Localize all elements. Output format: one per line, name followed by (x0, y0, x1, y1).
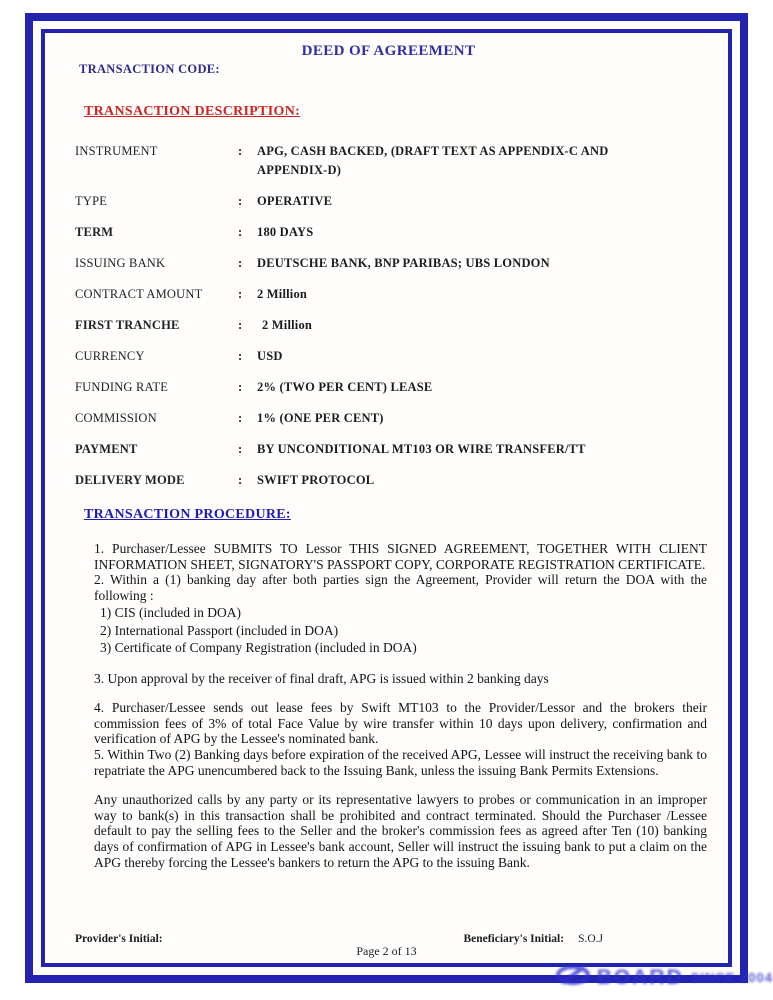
field-row-first-tranche (75, 316, 702, 335)
field-value: APG, CASH BACKED, (DRAFT TEXT AS APPENDIX-C AND APPENDIX-D) (257, 144, 609, 177)
procedure-subitem-2: 2) International Passport (included in DOA) (100, 622, 339, 638)
field-separator: : (238, 194, 243, 208)
field-label: FIRST TRANCHE (75, 318, 180, 332)
field-label: COMMISSION (75, 411, 157, 425)
field-row-instrument (75, 142, 702, 180)
field-label: INSTRUMENT (75, 144, 158, 158)
field-value: BY UNCONDITIONAL MT103 OR WIRE TRANSFER/TT (257, 442, 586, 456)
field-value: SWIFT PROTOCOL (257, 473, 375, 487)
field-row-contract-amount (75, 285, 702, 304)
procedure-heading: TRANSACTION PROCEDURE: (84, 507, 291, 522)
closing-paragraph: Any unauthorized calls by any party or its representative lawyers to probes or communication in an improper way to bank(s) in this transaction shall be prohibited and contract terminated. Should the Purchaser /Lessee default to pay the selling fees to the Seller and the broker's commission fees as agreed after Ten (10) banking days of confirmation of APG in Lessee's bank account, Seller will instruct the issuing bank to put a claim on the APG thereby forcing the Lessee's bankers to return the APG to the issuing Bank. (94, 792, 707, 870)
field-separator: : (238, 144, 243, 158)
field-separator: : (238, 442, 243, 456)
procedure-subitem-3: 3) Certificate of Company Registration (included in DOA) (100, 640, 417, 656)
field-row-term (75, 223, 702, 242)
procedure-paragraph-4: 4. Purchaser/Lessee sends out lease fees by Swift MT103 to the Provider/Lessor and the brokers their commission fees of 3% of total Face Value by wire transfer within 10 days upon delivery, confirmation and verification of APG by the Lessee's nominated bank. (94, 700, 707, 747)
field-label: TYPE (75, 194, 108, 208)
field-value: 2 Million (257, 287, 308, 301)
transaction-code-label: TRANSACTION CODE: (79, 62, 220, 76)
field-separator: : (238, 225, 243, 239)
beneficiary-initials: S.O.J (578, 933, 603, 945)
procedure-paragraph-1: 1. Purchaser/Lessee SUBMITS TO Lessor THIS SIGNED AGREEMENT, TOGETHER WITH CLIENT INFORMATION SHEET, SIGNATORY'S PASSPORT COPY, CORPORATE REGISTRATION CERTIFICATE. (94, 541, 707, 572)
field-label: CONTRACT AMOUNT (75, 287, 203, 301)
field-label: DELIVERY MODE (75, 473, 185, 487)
procedure-subitem-1: 1) CIS (included in DOA) (100, 605, 241, 621)
field-separator: : (238, 287, 243, 301)
inner-border (41, 29, 732, 967)
field-value: USD (257, 349, 283, 363)
document-content (45, 33, 728, 870)
field-value: DEUTSCHE BANK, BNP PARIBAS; UBS LONDON (257, 256, 550, 270)
field-separator: : (238, 256, 243, 270)
field-row-payment (75, 440, 702, 459)
watermark-suffix: SINCE 2004 (690, 970, 773, 985)
field-value: 1% (ONE PER CENT) (257, 411, 384, 425)
field-label: TERM (75, 225, 114, 239)
procedure-paragraph-3: 3. Upon approval by the receiver of final draft, APG is issued within 2 banking days (94, 670, 549, 686)
procedure-paragraph-2: 2. Within a (1) banking day after both parties sign the Agreement, Provider will return the DOA with the following : (94, 572, 707, 603)
provider-initial-label: Provider's Initial: (75, 933, 163, 945)
field-separator: : (238, 349, 243, 363)
procedure-section (75, 541, 707, 870)
field-row-issuing-bank (75, 254, 702, 273)
field-row-commission (75, 409, 702, 428)
field-label: FUNDING RATE (75, 380, 169, 394)
field-separator: : (238, 411, 243, 425)
watermark-logo-icon (556, 965, 590, 990)
field-separator: : (238, 473, 243, 487)
field-value: 2 Million (262, 318, 313, 332)
description-heading: TRANSACTION DESCRIPTION: (84, 104, 301, 119)
field-separator: : (238, 318, 243, 332)
beneficiary-initial-label: Beneficiary's Initial: (463, 933, 565, 945)
field-value: 180 DAYS (257, 225, 314, 239)
page-title: DEED OF AGREEMENT (301, 43, 476, 59)
page-footer (75, 933, 698, 959)
outer-border (25, 13, 748, 983)
watermark-text: BOARD (596, 965, 684, 989)
field-separator: : (238, 380, 243, 394)
watermark (556, 965, 773, 990)
field-value: 2% (TWO PER CENT) LEASE (257, 380, 433, 394)
field-label: CURRENCY (75, 349, 145, 363)
field-row-type (75, 192, 702, 211)
procedure-paragraph-5: 5. Within Two (2) Banking days before expiration of the received APG, Lessee will instruct the receiving bank to repatriate the APG unencumbered back to the Issuing Bank, unless the issuing Bank Permits Extensions. (94, 746, 707, 778)
field-table (75, 142, 702, 490)
field-row-funding-rate (75, 378, 702, 397)
field-label: PAYMENT (75, 442, 138, 456)
field-value: OPERATIVE (257, 194, 333, 208)
procedure-sublist (94, 604, 707, 656)
field-row-currency (75, 347, 702, 366)
field-row-delivery-mode (75, 471, 702, 490)
page-number: Page 2 of 13 (356, 944, 417, 958)
field-label: ISSUING BANK (75, 256, 166, 270)
